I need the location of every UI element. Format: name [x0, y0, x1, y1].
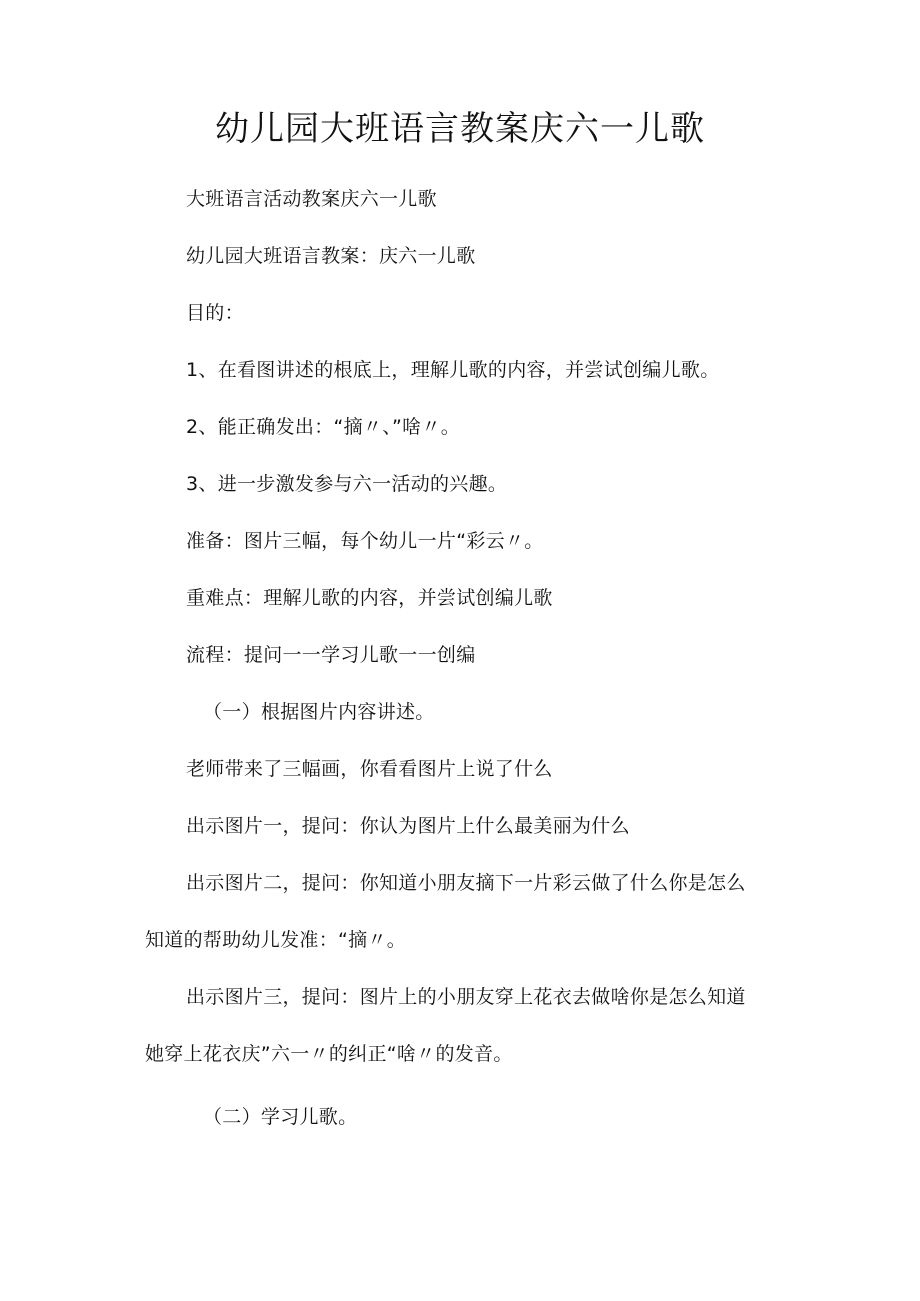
paragraph-goal-2: 2、能正确发出：“摘〃、”啥〃。 — [186, 416, 461, 438]
paragraph-picture-3-line-1: 出示图片三，提问：图片上的小朋友穿上花衣去做啥你是怎么知道 — [186, 986, 746, 1008]
paragraph-goal-3: 3、进一步激发参与六一活动的兴趣。 — [186, 473, 508, 495]
paragraph-lesson-name: 幼儿园大班语言教案：庆六一儿歌 — [186, 245, 476, 267]
paragraph-picture-2-line-2: 知道的帮助幼儿发准：“摘〃。 — [145, 929, 407, 951]
paragraph-key-points: 重难点：理解儿歌的内容，并尝试创编儿歌 — [186, 587, 553, 609]
section-heading-1: （一）根据图片内容讲述。 — [203, 701, 435, 723]
paragraph-subtitle: 大班语言活动教案庆六一儿歌 — [186, 188, 437, 210]
paragraph-picture-2-line-1: 出示图片二，提问：你知道小朋友摘下一片彩云做了什么你是怎么 — [186, 872, 746, 894]
paragraph-intro: 老师带来了三幅画，你看看图片上说了什么 — [186, 758, 553, 780]
paragraph-picture-3-line-2: 她穿上花衣庆”六一〃的纠正“啥〃的发音。 — [145, 1043, 513, 1065]
section-heading-2: （二）学习儿歌。 — [203, 1106, 358, 1128]
document-title: 幼儿园大班语言教案庆六一儿歌 — [215, 109, 705, 149]
paragraph-preparation: 准备：图片三幅，每个幼儿一片“彩云〃。 — [186, 530, 544, 552]
paragraph-goals-heading: 目的： — [186, 302, 244, 324]
paragraph-goal-1: 1、在看图讲述的根底上，理解儿歌的内容，并尝试创编儿歌。 — [186, 359, 720, 381]
paragraph-picture-1: 出示图片一，提问：你认为图片上什么最美丽为什么 — [186, 815, 630, 837]
paragraph-process: 流程：提问一一学习儿歌一一创编 — [186, 644, 476, 666]
